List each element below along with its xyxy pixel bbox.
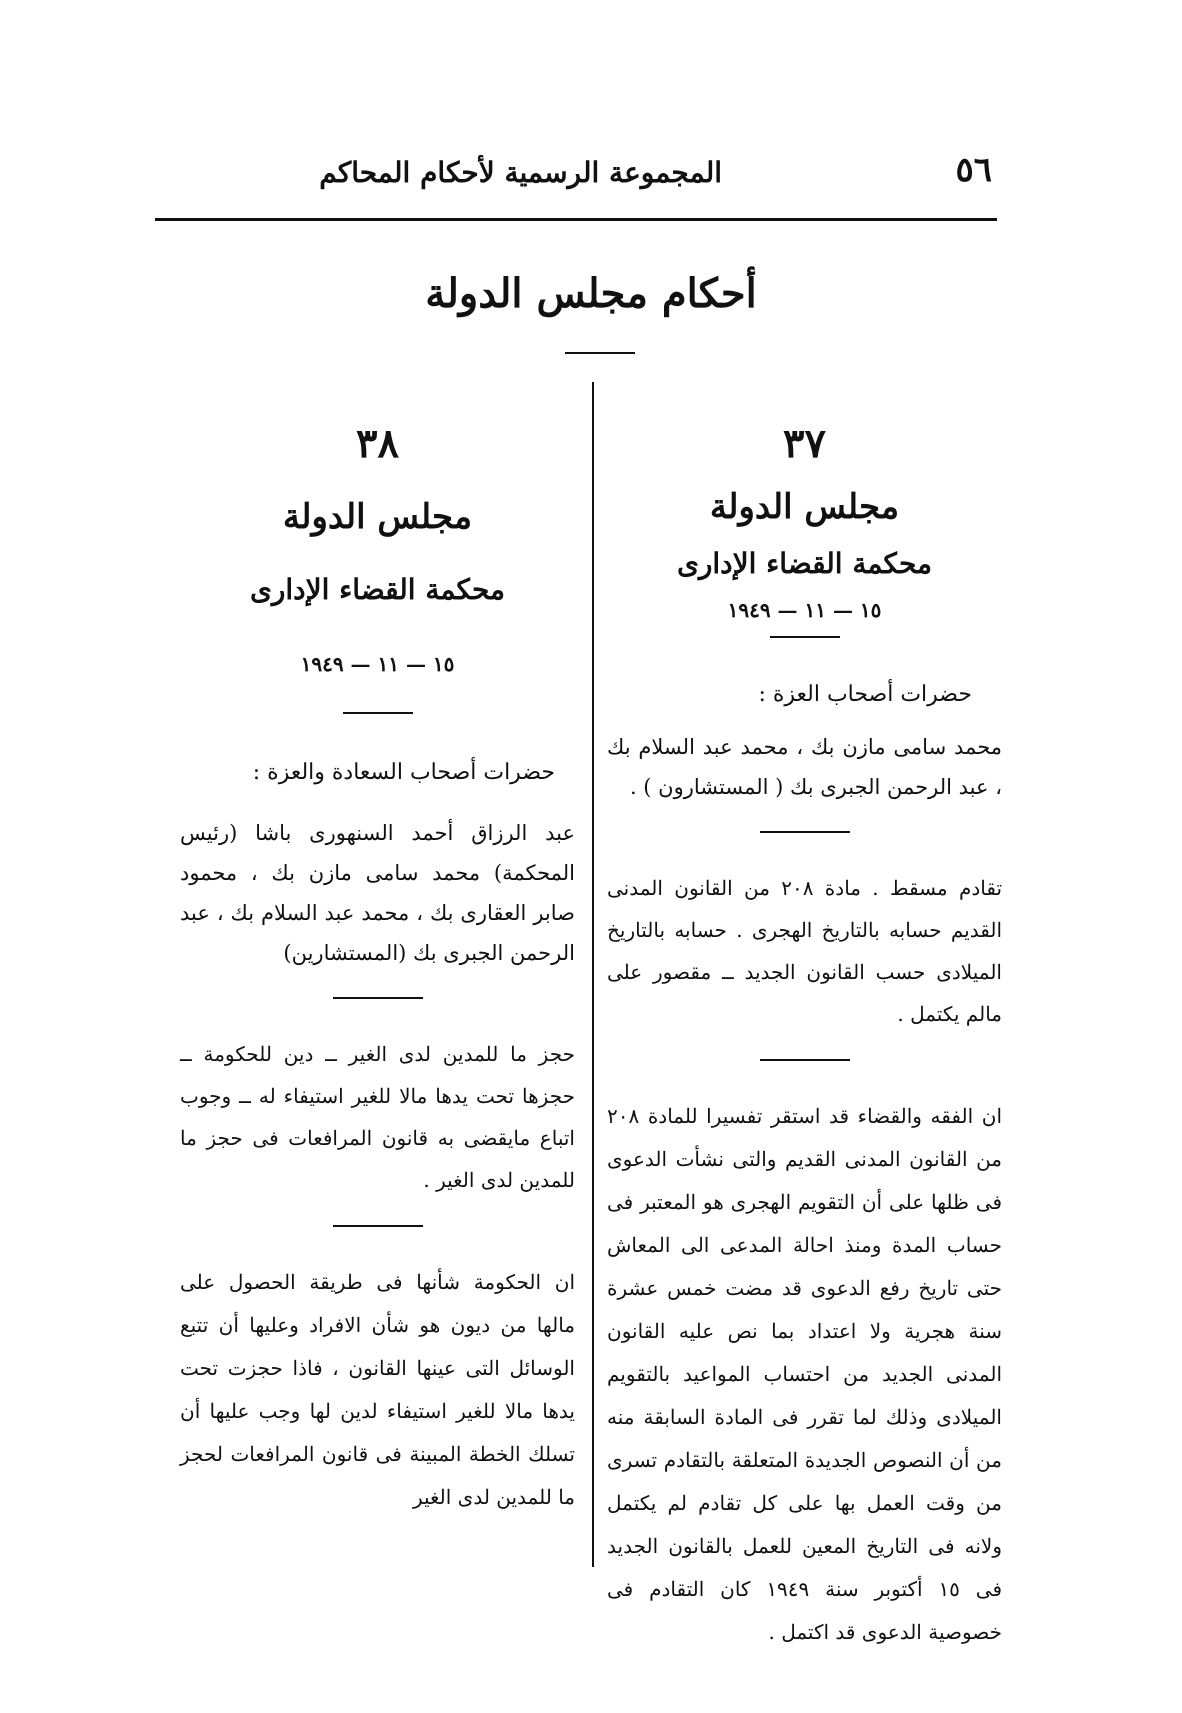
separator-rule: [333, 997, 423, 999]
page-number: ٥٦: [955, 150, 992, 190]
case-38-column: [180, 420, 575, 1519]
column-divider: [592, 382, 594, 1567]
journal-title: المجموعة الرسمية لأحكام المحاكم: [319, 156, 722, 189]
section-title: أحكام مجلس الدولة: [425, 270, 757, 317]
separator-rule: [760, 831, 850, 833]
separator-rule: [760, 1059, 850, 1061]
court-name: مجلس الدولة: [282, 497, 473, 537]
court-name: مجلس الدولة: [709, 487, 900, 527]
separator-rule: [770, 636, 840, 638]
case-summary: تقادم مسقط . مادة ٢٠٨ من القانون المدنى القديم حسابه بالتاريخ الهجرى . حسابه بالتاريخ الميلادى حسب القانون الجديد ــ مقصور على مالم يكتمل .: [607, 876, 1003, 1026]
section-title-rule: [565, 352, 635, 354]
case-number: ٣٨: [356, 420, 399, 467]
case-body: ان الحكومة شأنها فى طريقة الحصول على مالها من ديون هو شأن الافراد وعليها أن تتبع الوسائل التى عينها القانون ، فاذا حجزت تحت يدها مالا للغير استيفاء لدين لها وجب عليها أن تسلك الخطة المبينة فى قانون المرافعات لحجز ما للمدين لدى الغير: [180, 1270, 575, 1509]
case-summary: حجز ما للمدين لدى الغير ــ دين للحكومة ــ حجزها تحت يدها مالا للغير استيفاء له ــ وجوب اتباع مايقضى به قانون المرافعات فى حجز ما للمدين لدى الغير .: [180, 1042, 575, 1192]
bench-heading: حضرات أصحاب العزة :: [758, 682, 972, 707]
separator-rule: [333, 1225, 423, 1227]
case-number: ٣٧: [783, 420, 826, 467]
bench-members: محمد سامى مازن بك ، محمد عبد السلام بك ، عبد الرحمن الجبرى بك ( المستشارون ) .: [607, 735, 1002, 799]
separator-rule: [343, 712, 413, 714]
bench-heading: حضرات أصحاب السعادة والعزة :: [252, 760, 555, 785]
court-division: محكمة القضاء الإدارى: [249, 573, 506, 606]
decision-date: ١٥ — ١١ — ١٩٤٩: [727, 598, 882, 622]
court-division: محكمة القضاء الإدارى: [676, 547, 933, 580]
bench-members: عبد الرزاق أحمد السنهورى باشا (رئيس المحكمة) محمد سامى مازن بك ، محمود صابر العقارى بك ، محمد عبد السلام بك ، عبد الرحمن الجبرى بك (المستشارين): [180, 821, 575, 965]
case-37-column: [607, 420, 1002, 1654]
decision-date: ١٥ — ١١ — ١٩٤٩: [300, 652, 455, 676]
case-body: ان الفقه والقضاء قد استقر تفسيرا للمادة ٢٠٨ من القانون المدنى القديم والتى نشأت الدعوى فى ظلها على أن التقويم الهجرى هو المعتبر فى حساب المدة ومنذ احالة المدعى الى المعاش حتى تاريخ رفع الدعوى قد مضت خمس عشرة سنة هجرية ولا اعتداد بما نص عليه القانون المدنى الجديد من احتساب المواعيد بالتقويم الميلادى وذلك لما تقرر فى المادة السابقة منه من أن النصوص الجديدة المتعلقة بالتقادم تسرى من وقت العمل بها على كل تقادم لم يكتمل ولانه فى التاريخ المعين للعمل بالقانون الجديد فى ١٥ أكتوبر سنة ١٩٤٩ كان التقادم فى خصوصية الدعوى قد اكتمل .: [607, 1104, 1003, 1644]
header-rule: [155, 218, 997, 221]
running-head: [150, 150, 992, 200]
